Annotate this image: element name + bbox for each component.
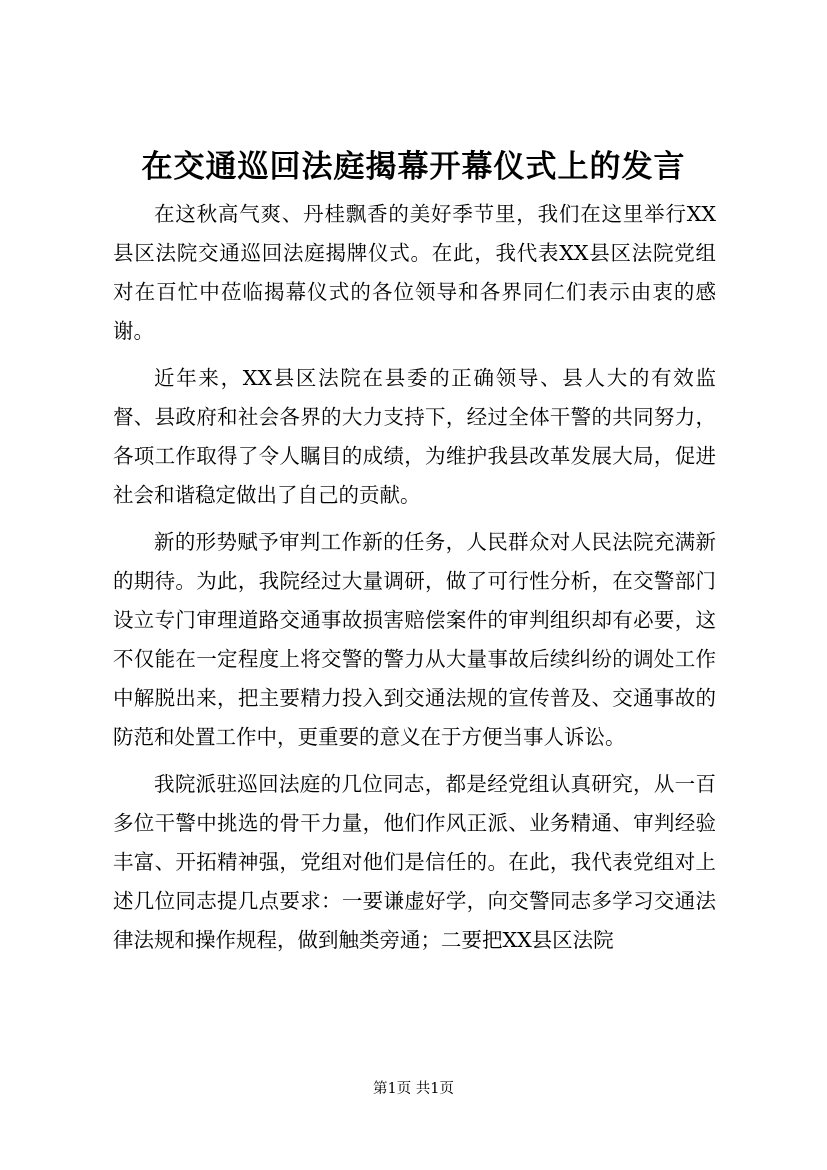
- document-body: [113, 195, 716, 968]
- document-title: 在交通巡回法庭揭幕开幕仪式上的发言: [141, 149, 686, 185]
- page-footer: 第1页 共1页: [372, 1081, 455, 1097]
- paragraph-3: 新的形势赋予审判工作新的任务，人民群众对人民法院充满新的期待。为此，我院经过大量调研，做了可行性分析，在交警部门设立专门审理道路交通事故损害赔偿案件的审判组织却有必要，这不仅能在一定程度上将交警的警力从大量事故后续纠纷的调处工作中解脱出来，把主要精力投入到交通法规的宣传普及、交通事故的防范和处置工作中，更重要的意义在于方便当事人诉讼。: [113, 530, 716, 749]
- paragraph-1: 在这秋高气爽、丹桂飘香的美好季节里，我们在这里举行XX县区法院交通巡回法庭揭牌仪式。在此，我代表XX县区法院党组对在百忙中莅临揭幕仪式的各位领导和各界同仁们表示由衷的感谢。: [113, 202, 716, 343]
- paragraph-4: 我院派驻巡回法庭的几位同志，都是经党组认真研究，从一百多位干警中挑选的骨干力量，他们作风正派、业务精通、审判经验丰富、开拓精神强，党组对他们是信任的。在此，我代表党组对上述几位同志提几点要求：一要谦虚好学，向交警同志多学习交通法律法规和操作规程，做到触类旁通；二要把XX县区法院: [113, 772, 716, 952]
- paragraph-2: 近年来，XX县区法院在县委的正确领导、县人大的有效监督、县政府和社会各界的大力支持下，经过全体干警的共同努力，各项工作取得了令人瞩目的成绩，为维护我县改革发展大局，促进社会和谐稳定做出了自己的贡献。: [113, 366, 716, 507]
